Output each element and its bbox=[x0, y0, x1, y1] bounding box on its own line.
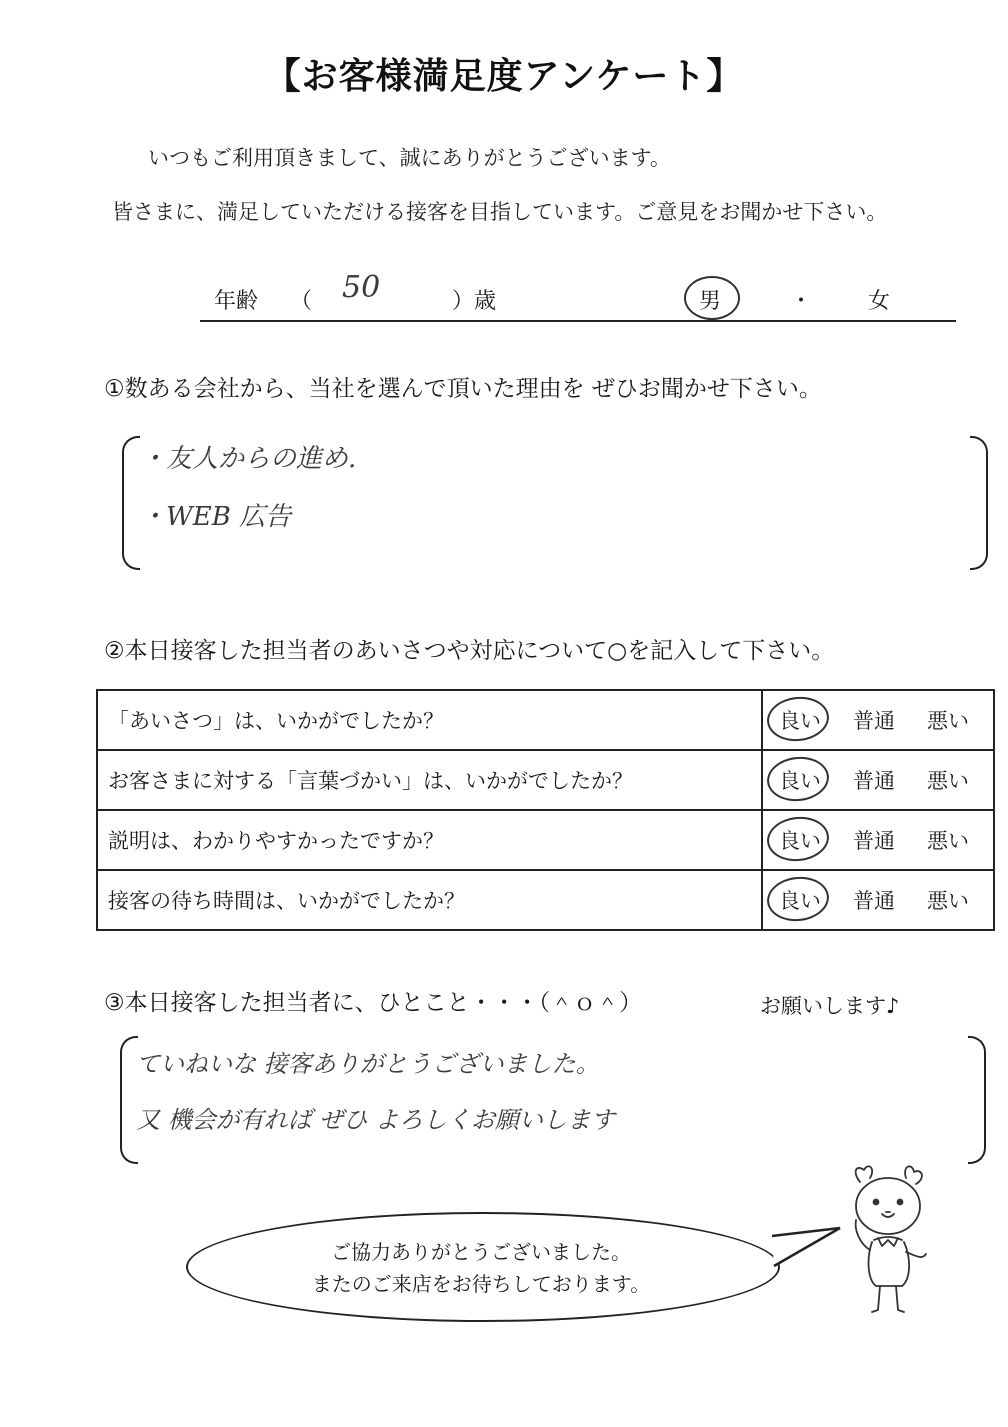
option-average[interactable]: 普通 bbox=[853, 709, 895, 733]
table-row bbox=[97, 750, 994, 810]
rating-question: 説明は、わかりやすかったですか？ bbox=[97, 810, 762, 870]
age-close-paren: ）歳 bbox=[452, 289, 497, 314]
q3-answer-line-1[interactable]: ていねいな 接客ありがとうございました。 bbox=[136, 1050, 600, 1078]
intro-line-1: いつもご利用頂きまして、誠にありがとうございます。 bbox=[148, 146, 671, 170]
option-bad[interactable]: 悪い bbox=[927, 889, 969, 913]
rating-options bbox=[762, 690, 994, 750]
q3-heading: ③本日接客した担当者に、ひとこと・・・（＾ｏ＾） bbox=[104, 990, 643, 1016]
rating-question: お客さまに対する「言葉づかい」は、いかがでしたか？ bbox=[97, 750, 762, 810]
q1-heading: ①数ある会社から、当社を選んで頂いた理由を ぜひお聞かせ下さい。 bbox=[104, 376, 822, 402]
option-bad[interactable]: 悪い bbox=[927, 769, 969, 793]
option-average[interactable]: 普通 bbox=[853, 889, 895, 913]
option-good[interactable]: 良い bbox=[763, 705, 837, 735]
q1-answer-line-2[interactable]: ・WEB 広告 bbox=[140, 502, 292, 532]
rating-options bbox=[762, 750, 994, 810]
q1-bracket-right bbox=[970, 436, 988, 570]
table-row bbox=[97, 870, 994, 930]
q1-answer-line-1[interactable]: ・友人からの進め. bbox=[140, 444, 357, 474]
intro-line-2: 皆さまに、満足していただける接客を目指しています。ご意見をお聞かせ下さい。 bbox=[112, 200, 888, 224]
table-row bbox=[97, 810, 994, 870]
option-good[interactable]: 良い bbox=[763, 825, 837, 855]
age-label: 年齢 bbox=[214, 289, 259, 314]
age-value[interactable]: 50 bbox=[342, 270, 381, 305]
rating-options bbox=[762, 810, 994, 870]
option-good[interactable]: 良い bbox=[763, 765, 837, 795]
option-good[interactable]: 良い bbox=[763, 885, 837, 915]
rating-options bbox=[762, 870, 994, 930]
option-bad[interactable]: 悪い bbox=[927, 709, 969, 733]
q3-bracket-right bbox=[968, 1036, 986, 1164]
table-row bbox=[97, 690, 994, 750]
q3-heading-right: お願いします♪ bbox=[760, 994, 900, 1018]
closing-line-1: ご協力ありがとうございました。 bbox=[331, 1240, 631, 1264]
rating-question: 接客の待ち時間は、いかがでしたか？ bbox=[97, 870, 762, 930]
gender-male[interactable]: 男 bbox=[699, 289, 722, 314]
closing-line-2: またのご来店をお待ちしております。 bbox=[311, 1272, 651, 1296]
rating-question: 「あいさつ」は、いかがでしたか？ bbox=[97, 690, 762, 750]
profile-underline bbox=[200, 320, 956, 322]
option-average[interactable]: 普通 bbox=[853, 829, 895, 853]
q3-answer-line-2[interactable]: 又 機会が有れば ぜひ よろしくお願いします bbox=[136, 1106, 615, 1134]
q1-bracket-left bbox=[122, 436, 140, 570]
page-title: 【お客様満足度アンケート】 bbox=[264, 56, 744, 97]
gender-selected-circle bbox=[684, 276, 740, 320]
q2-heading: ②本日接客した担当者のあいさつや対応について○を記入して下さい。 bbox=[104, 638, 835, 664]
age-open-paren: （ bbox=[290, 289, 313, 314]
gender-female[interactable]: 女 bbox=[868, 289, 891, 314]
option-bad[interactable]: 悪い bbox=[927, 829, 969, 853]
gender-separator: ・ bbox=[790, 289, 813, 314]
option-average[interactable]: 普通 bbox=[853, 769, 895, 793]
mascot-illustration bbox=[830, 1160, 950, 1320]
rating-table bbox=[96, 689, 995, 931]
